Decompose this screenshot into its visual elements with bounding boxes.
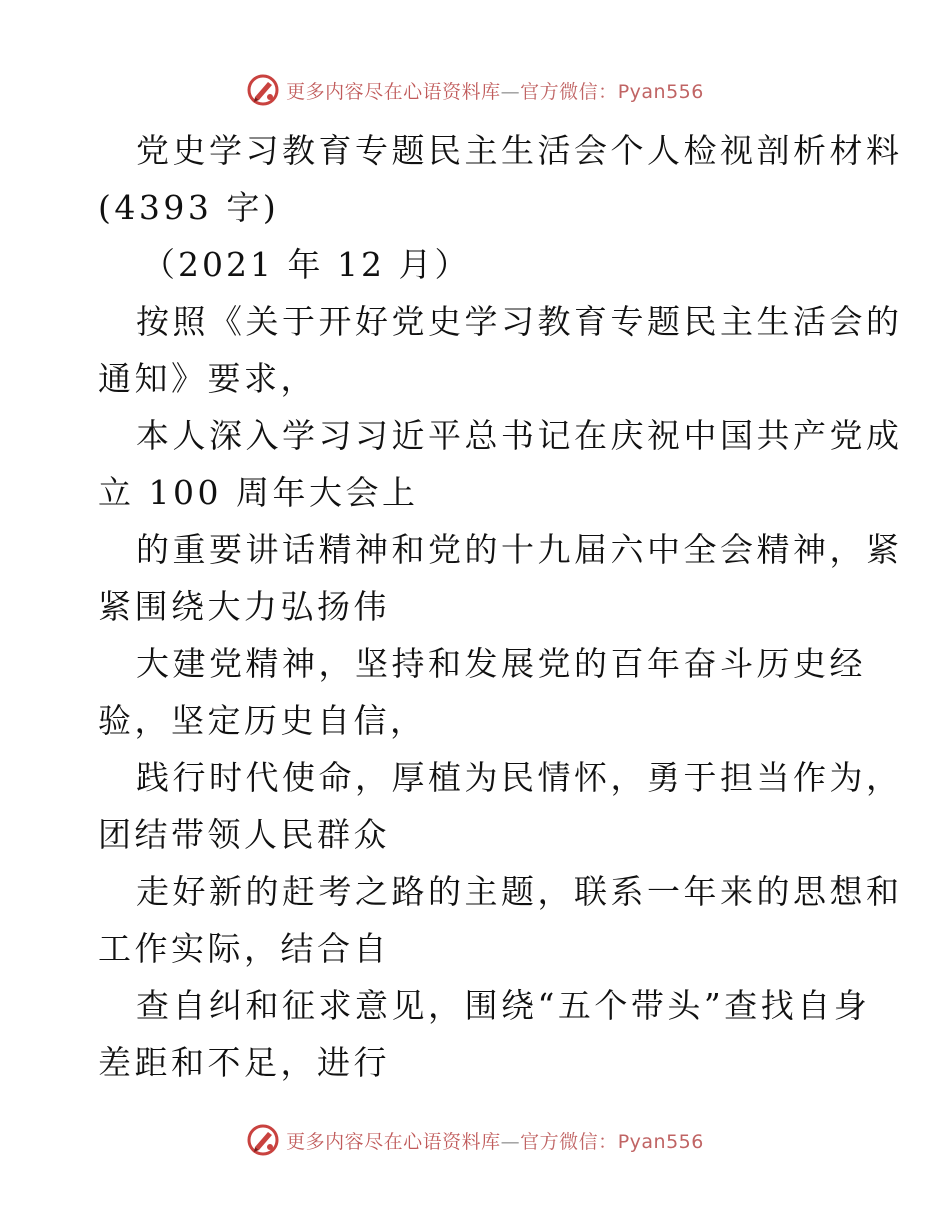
watermark-separator: — <box>500 1130 521 1153</box>
paragraph-line: 差距和不足，进行 <box>98 1043 390 1082</box>
watermark-wechat-id: Pyan556 <box>617 80 704 103</box>
title-line-2: (4393 字) <box>98 188 280 227</box>
watermark-brand: 更多内容尽在心语资料库 <box>286 1130 501 1153</box>
watermark-separator: — <box>500 80 521 103</box>
paragraph-line: 查自纠和征求意见，围绕“五个带头”查找自身 <box>136 986 871 1025</box>
document-date <box>98 236 858 293</box>
footer-watermark <box>0 1120 950 1160</box>
header-watermark <box>0 70 950 110</box>
paragraph-line: 验，坚定历史自信， <box>98 701 427 740</box>
paragraph <box>98 635 866 749</box>
watermark-brand: 更多内容尽在心语资料库 <box>286 80 501 103</box>
paragraph-line: 立 100 周年大会上 <box>98 473 419 512</box>
paragraph-line: 的重要讲话精神和党的十九届六中全会精神，紧 <box>136 530 903 569</box>
paragraph-line: 大建党精神，坚持和发展党的百年奋斗历史经 <box>136 644 866 683</box>
watermark-wechat-id: Pyan556 <box>617 1130 704 1153</box>
paragraph-line: 紧围绕大力弘扬伟 <box>98 587 390 626</box>
date-line: （2021 年 12 月） <box>142 245 471 284</box>
paragraph-line: 本人深入学习习近平总书记在庆祝中国共产党成 <box>136 416 903 455</box>
title-line-1: 党史学习教育专题民主生活会个人检视剖析材料 <box>136 131 903 170</box>
watermark-text <box>286 1127 704 1154</box>
watermark-wechat-label: 官方微信： <box>520 80 618 103</box>
paragraph <box>98 407 903 521</box>
paragraph <box>98 749 903 863</box>
paragraph <box>98 293 903 407</box>
document-body <box>98 122 903 1091</box>
document-title <box>98 122 903 236</box>
watermark-wechat-label: 官方微信： <box>520 1130 618 1153</box>
paragraph <box>98 977 871 1091</box>
paragraph <box>98 521 903 635</box>
paragraph-line: 走好新的赶考之路的主题，联系一年来的思想和 <box>136 872 903 911</box>
paragraph <box>98 863 903 977</box>
watermark-text <box>286 77 704 104</box>
brand-logo-icon <box>246 1123 280 1157</box>
paragraph-line: 践行时代使命，厚植为民情怀，勇于担当作为， <box>136 758 903 797</box>
brand-logo-icon <box>246 73 280 107</box>
paragraph-line: 通知》要求， <box>98 359 317 398</box>
paragraph-line: 工作实际，结合自 <box>98 929 390 968</box>
paragraph-line: 按照《关于开好党史学习教育专题民主生活会的 <box>136 302 903 341</box>
paragraph-line: 团结带领人民群众 <box>98 815 390 854</box>
